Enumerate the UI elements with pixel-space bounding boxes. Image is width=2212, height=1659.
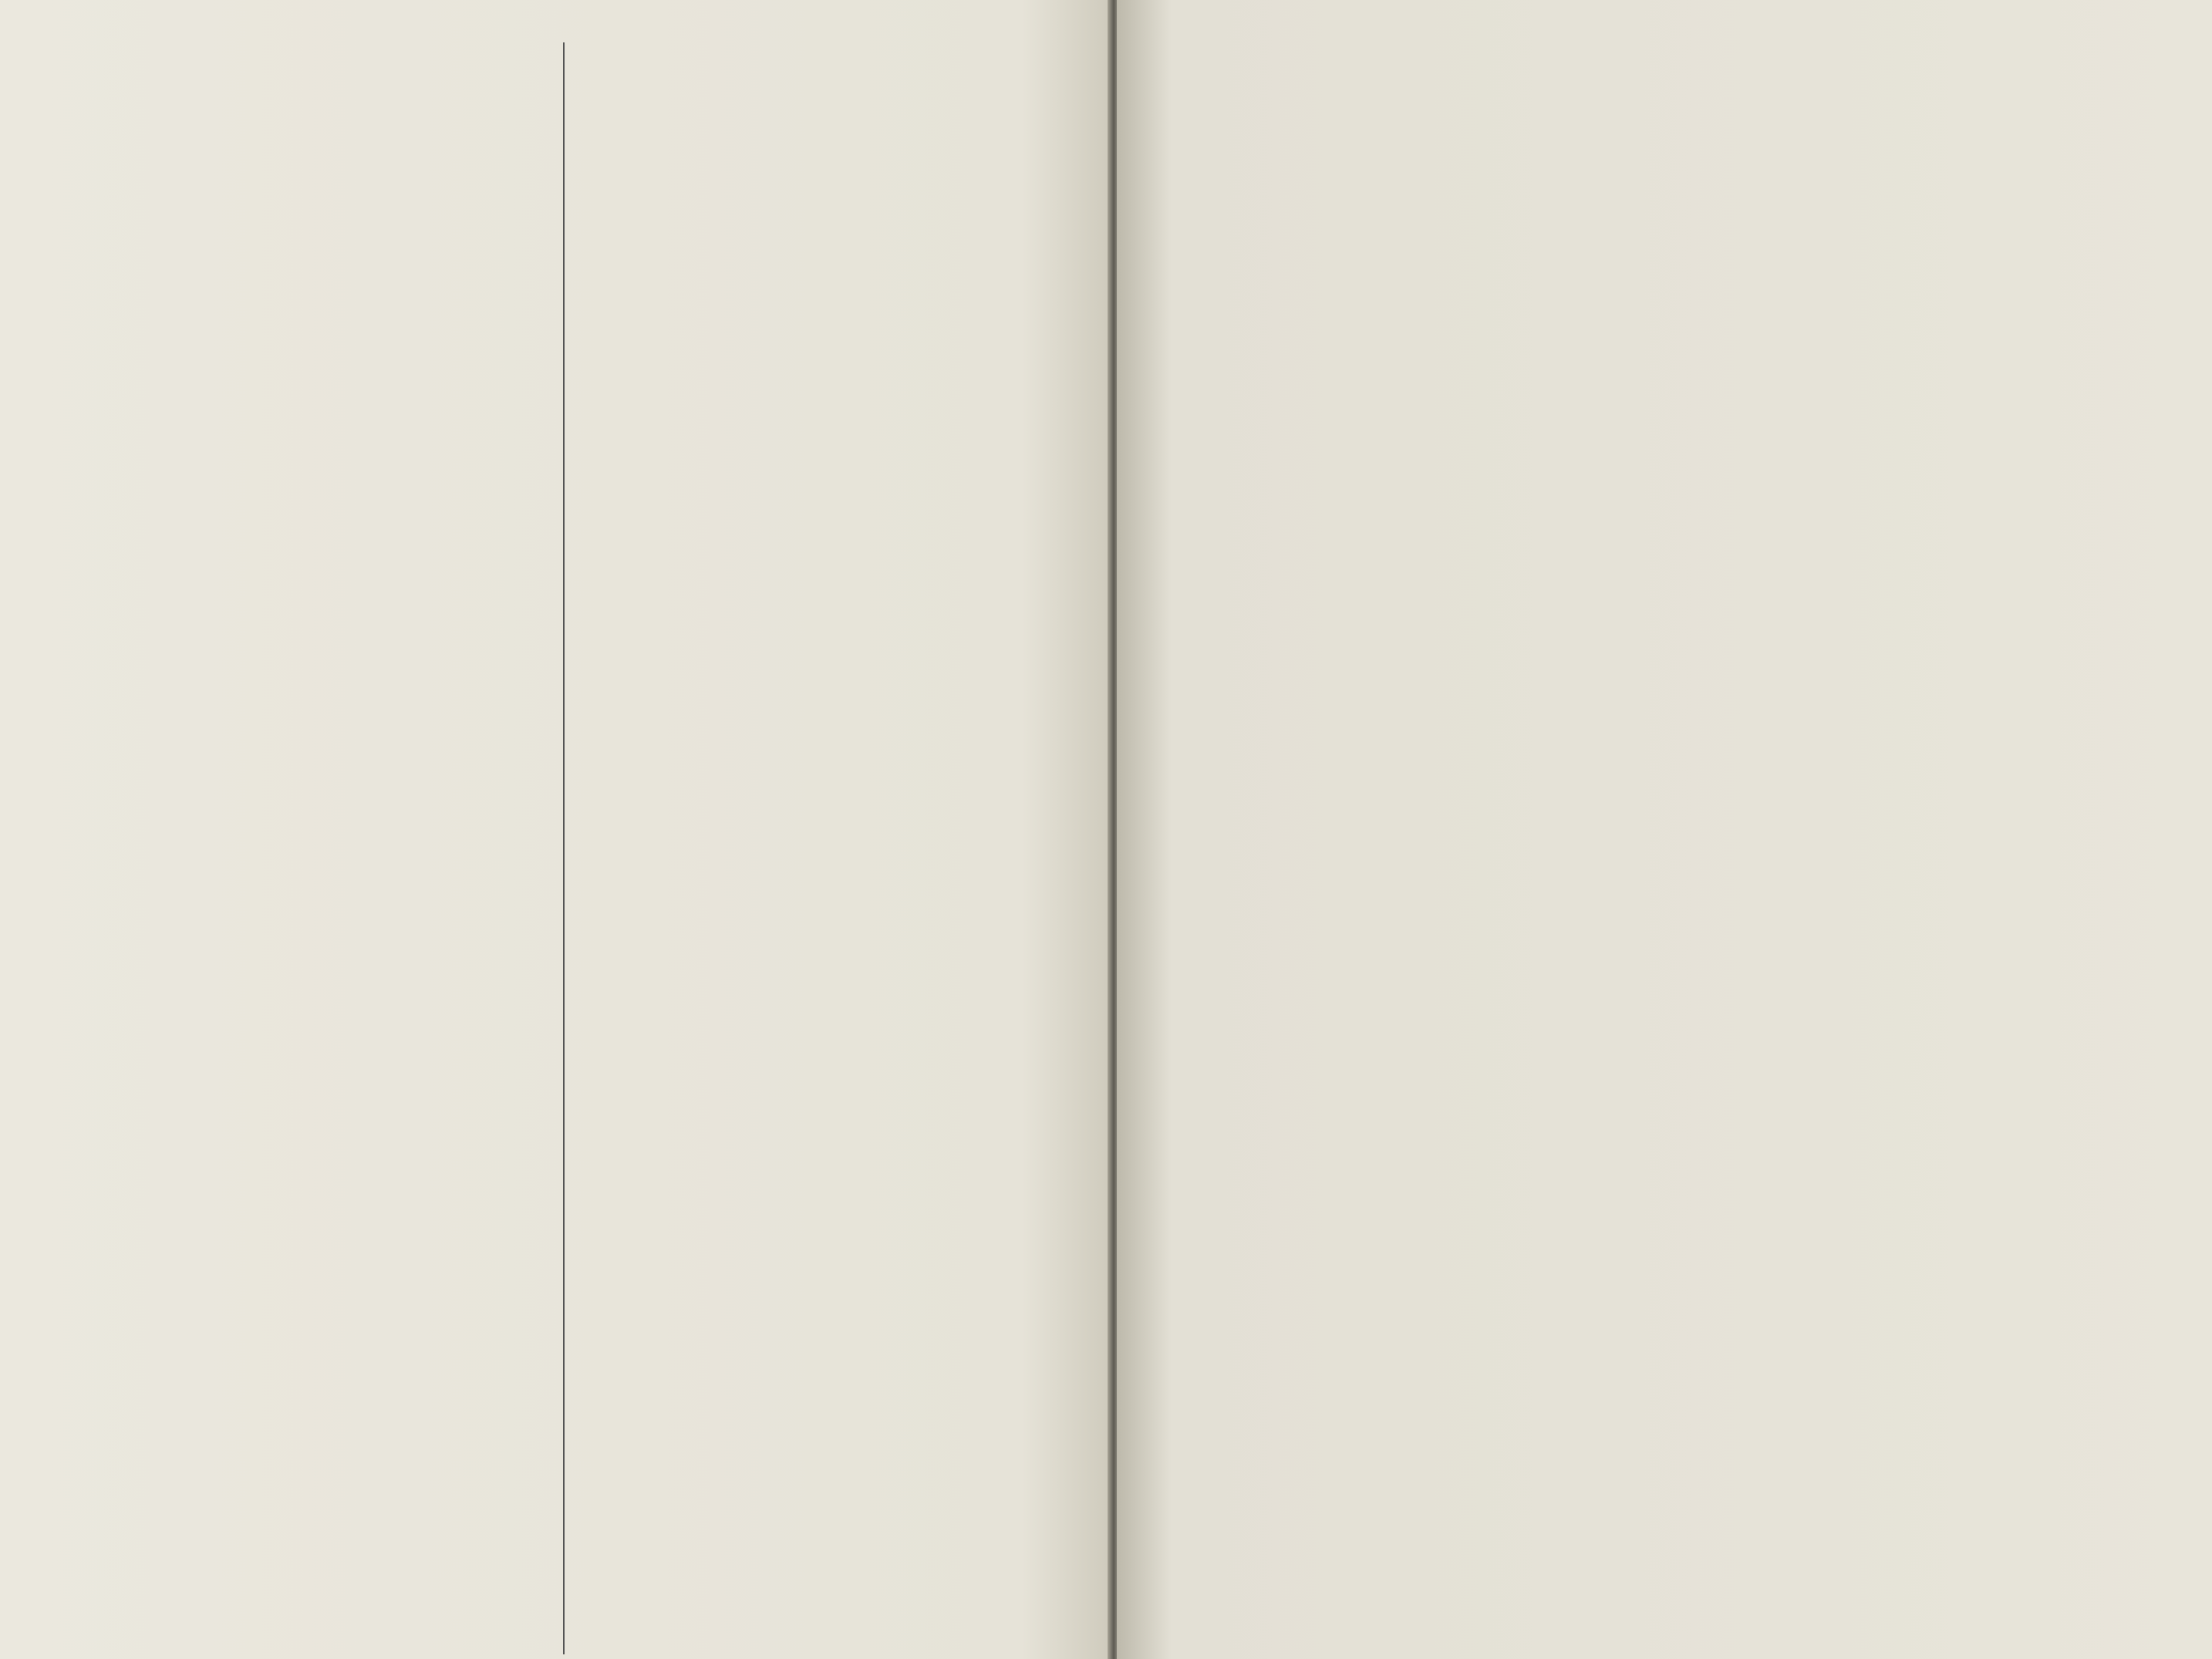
census-form-table [1117, 0, 2212, 1659]
right-page [1117, 0, 2212, 1659]
column-divider [563, 42, 565, 1654]
